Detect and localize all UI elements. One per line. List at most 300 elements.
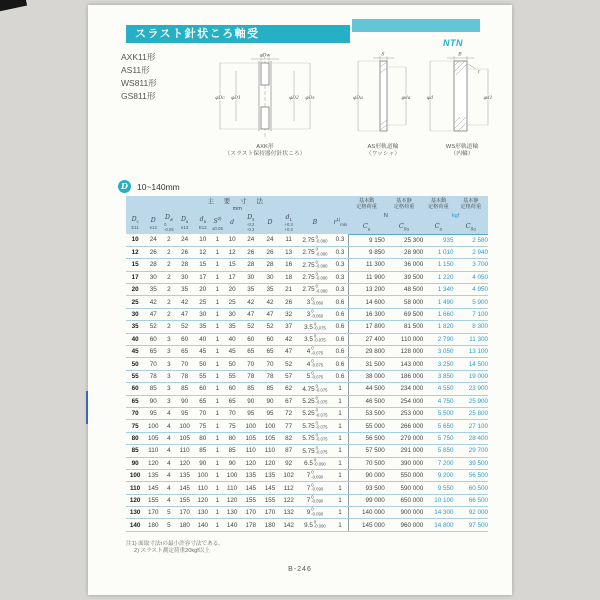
dim-column-header: [241, 212, 260, 234]
tolerance-upper: 0: [315, 407, 318, 413]
figure-caption-line2: （ワッシャ）: [365, 151, 401, 157]
dim-label: φDa: [353, 96, 363, 101]
width-b-cell: [298, 457, 332, 469]
tolerance-fraction: [316, 248, 328, 257]
load-cell-c0a-kgf: 29 700: [454, 445, 488, 457]
dim-cell: 60: [126, 383, 144, 395]
tolerance-upper: 0: [164, 222, 167, 228]
load-cell-c0a-n: 254 000: [385, 395, 423, 407]
dim-cell: 95: [260, 407, 279, 419]
b-value: 3: [306, 298, 311, 306]
load-cell-ca-n: 14 600: [348, 296, 384, 308]
tolerance-fraction: [316, 273, 328, 282]
dim-cell: 35: [260, 284, 279, 296]
load-cell-ca-kgf: 5 650: [423, 420, 453, 432]
dim-cell: 26: [241, 246, 260, 258]
dim-cell: 50: [126, 358, 144, 370]
r-min-cell: 0.3: [332, 246, 348, 258]
load-cell-ca-kgf: 5 500: [423, 407, 453, 419]
b-value: 2.75: [302, 286, 315, 294]
load-group-header: [348, 196, 384, 212]
dim-cell: 70: [126, 407, 144, 419]
dim-cell: 4: [162, 432, 175, 444]
width-b-cell: [298, 420, 332, 432]
table-row: [126, 507, 488, 519]
load-cell-ca-kgf: 1 340: [423, 284, 453, 296]
load-header-line2: 定格荷重: [427, 204, 449, 210]
dim-symbol-sub: a: [203, 219, 206, 225]
dim-symbol-base: D: [247, 214, 253, 222]
dim-cell: 24: [176, 234, 194, 246]
load-cell-ca-kgf: 4 750: [423, 395, 453, 407]
dim-tolerance: E12: [198, 225, 207, 231]
unit-n: N: [348, 212, 423, 220]
r-min-cell: 0.6: [332, 333, 348, 345]
dim-cell: 26: [260, 246, 279, 258]
r-min-cell: 0.3: [332, 259, 348, 271]
load-group-header: [423, 196, 453, 212]
dim-cell: 37: [280, 321, 298, 333]
load-cell-c0a-n: 590 000: [385, 482, 423, 494]
dim-cell: 80: [126, 432, 144, 444]
dim-cell: 1: [212, 246, 223, 258]
load-cell-c0a-kgf: 3 700: [454, 259, 488, 271]
dim-cell: 65: [241, 346, 260, 358]
dim-cell: 155: [260, 494, 279, 506]
header-row-symbols: [126, 212, 488, 220]
dim-cell: 1: [212, 271, 223, 283]
dim-cell: 62: [280, 383, 298, 395]
scan-corner-mark: [0, 0, 27, 12]
dim-cell: 85: [176, 383, 194, 395]
load-symbol-sub: a: [367, 226, 371, 232]
load-cell-ca-kgf: 7 200: [423, 457, 453, 469]
dim-cell: 60: [194, 383, 212, 395]
model-label: GS811形: [121, 91, 156, 101]
tolerance-upper: 0: [311, 308, 314, 314]
load-cell-ca-n: 53 500: [348, 407, 384, 419]
dim-cell: 65: [176, 346, 194, 358]
load-cell-c0a-n: 291 000: [385, 445, 423, 457]
b-value: 7: [306, 484, 311, 492]
dim-symbol-base: d: [285, 214, 290, 222]
dim-cell: 24: [144, 234, 162, 246]
dim-cell: 1: [212, 234, 223, 246]
tolerance-fraction: [311, 496, 323, 505]
tolerance-fraction: [316, 285, 328, 294]
load-cell-ca-n: 55 000: [348, 420, 384, 432]
size-range: [118, 180, 180, 193]
dim-cell: 1: [212, 469, 223, 481]
dim-label: r: [477, 70, 481, 75]
r-min-cell: 1: [332, 420, 348, 432]
dim-cell: 5: [162, 519, 175, 531]
dim-cell: 40: [223, 333, 241, 345]
model-list: [121, 51, 157, 103]
tolerance-fraction: [316, 260, 328, 269]
load-cell-ca-n: 57 500: [348, 445, 384, 457]
figure-caption-line1: WS形軌道輪: [445, 144, 479, 150]
dim-symbol-sub: min: [340, 222, 347, 228]
dim-cell: 1: [212, 432, 223, 444]
tolerance-upper: 0: [315, 445, 318, 451]
dim-cell: 130: [223, 507, 241, 519]
dim-cell: 65: [126, 395, 144, 407]
dim-symbol-base: D: [164, 214, 170, 222]
dim-column-header: [280, 212, 298, 234]
tolerance-fraction: [316, 235, 328, 244]
r-min-cell: 1: [332, 482, 348, 494]
dim-tolerance: [162, 223, 175, 232]
r-min-cell: 1: [332, 432, 348, 444]
tolerance-upper: 0: [315, 283, 318, 289]
dim-symbol: [200, 216, 206, 223]
load-cell-c0a-kgf: 2 580: [454, 234, 488, 246]
tolerance-fraction: [311, 372, 323, 381]
dim-cell: 47: [280, 346, 298, 358]
table-row: [126, 333, 488, 345]
dim-cell: 45: [126, 346, 144, 358]
tolerance-lower: -0.060: [311, 313, 324, 319]
dim-cell: 12: [126, 246, 144, 258]
dim-cell: 21: [280, 284, 298, 296]
tolerance-upper: 0: [315, 234, 318, 240]
dim-cell: 110: [126, 482, 144, 494]
dim-cell: 1: [212, 395, 223, 407]
dim-symbol: [247, 214, 254, 221]
dim-cell: 130: [194, 507, 212, 519]
dim-tolerance: ±0.05: [211, 225, 223, 231]
width-b-cell: [298, 482, 332, 494]
dim-cell: 4: [162, 420, 175, 432]
dim-cell: 25: [223, 296, 241, 308]
load-symbol-base: C: [398, 222, 404, 231]
dim-symbol-sub: 1: [289, 217, 292, 223]
dim-cell: 132: [280, 507, 298, 519]
dim-cell: 85: [126, 445, 144, 457]
dim-symbol: [194, 216, 212, 224]
dim-cell: 1: [212, 333, 223, 345]
tolerance-upper: 0: [311, 358, 314, 364]
dim-cell: 105: [144, 432, 162, 444]
load-cell-ca-kgf: 3 250: [423, 358, 453, 370]
dim-cell: 135: [144, 469, 162, 481]
load-cell-ca-n: 70 500: [348, 457, 384, 469]
load-cell-c0a-n: 69 500: [385, 308, 423, 320]
dim-symbol: [176, 216, 194, 224]
table-row: [126, 395, 488, 407]
load-symbol-sub: 0a: [470, 226, 476, 232]
dim-cell: 2: [162, 296, 175, 308]
dim-cell: 57: [280, 370, 298, 382]
b-value: 3: [306, 311, 311, 319]
load-cell-c0a-n: 550 000: [385, 469, 423, 481]
dim-cell: 65: [223, 395, 241, 407]
load-header-line1: 基本動: [430, 198, 447, 204]
dim-cell: 100: [194, 469, 212, 481]
dim-cell: 35: [194, 321, 212, 333]
load-cell-c0a-kgf: 66 500: [454, 494, 488, 506]
load-cell-c0a-kgf: 97 500: [454, 519, 488, 531]
dim-cell: 75: [126, 420, 144, 432]
load-cell-c0a-kgf: 39 500: [454, 457, 488, 469]
load-cell-ca-n: 9 150: [348, 234, 384, 246]
r-min-cell: 0.6: [332, 321, 348, 333]
model-label: AXK11形: [121, 52, 156, 62]
dim-cell: 4: [162, 445, 175, 457]
dim-cell: 17: [194, 271, 212, 283]
table-row: [126, 407, 488, 419]
tolerance-fraction: [164, 223, 174, 232]
dim-cell: 78: [176, 370, 194, 382]
dim-cell: 17: [126, 271, 144, 283]
dim-cell: 100: [176, 420, 194, 432]
figure-caption-line2: （内輪）: [450, 151, 474, 157]
load-cell-c0a-n: 25 300: [385, 234, 423, 246]
dim-cell: 122: [280, 494, 298, 506]
load-cell-c0a-kgf: 60 500: [454, 482, 488, 494]
dim-cell: 110: [223, 482, 241, 494]
dim-cell: 26: [144, 246, 162, 258]
page-number: B-246: [288, 566, 312, 573]
dims-title: 主 要 寸 法: [207, 198, 267, 205]
dim-cell: 90: [176, 395, 194, 407]
load-cell-ca-n: 11 900: [348, 271, 384, 283]
tolerance-upper: 0: [313, 519, 317, 525]
r-min-cell: 1: [332, 395, 348, 407]
load-header-line2: 定格荷重: [356, 204, 377, 210]
tolerance-lower: -0.090: [313, 523, 326, 529]
dim-cell: 42: [260, 296, 279, 308]
load-cell-ca-n: 46 500: [348, 395, 384, 407]
b-value: 2.75: [302, 249, 315, 257]
dim-cell: 2: [162, 234, 175, 246]
dim-symbol-base: B: [312, 219, 318, 226]
tolerance-lower: -0.060: [311, 300, 324, 306]
width-b-cell: [298, 383, 332, 395]
dim-cell: 47: [176, 308, 194, 320]
footnote-line: 2) スラスト測定荷重20kgf以上: [134, 548, 210, 554]
dim-cell: 4: [162, 494, 175, 506]
b-value: 5: [306, 373, 311, 381]
tolerance-lower: -0.090: [311, 486, 324, 492]
r-min-cell: 0.6: [332, 358, 348, 370]
load-cell-ca-n: 93 500: [348, 482, 384, 494]
dim-cell: 90: [241, 395, 260, 407]
dim-cell: 1: [212, 383, 223, 395]
load-symbol-sub: 0a: [403, 226, 410, 232]
load-cell-c0a-n: 266 000: [385, 420, 423, 432]
dim-label: φDs: [305, 96, 315, 101]
dim-cell: 45: [194, 346, 212, 358]
dim-cell: 1: [212, 284, 223, 296]
tolerance-fraction: [314, 520, 326, 529]
width-b-cell: [298, 519, 332, 531]
dim-cell: 26: [176, 246, 194, 258]
dim-cell: 67: [280, 395, 298, 407]
b-value: 4.75: [302, 385, 315, 393]
dim-tolerance: e13: [180, 225, 189, 231]
dim-cell: 28: [241, 259, 260, 271]
figure-caption-line1: AS形軌道輪: [367, 144, 399, 150]
b-value: 3.5: [304, 335, 313, 343]
table-row: [126, 370, 488, 382]
dim-cell: 120: [194, 494, 212, 506]
dim-column-header: [223, 212, 241, 234]
dim-cell: 2: [162, 259, 175, 271]
tolerance-upper: +0.3: [284, 222, 293, 228]
dim-cell: 70: [194, 407, 212, 419]
dim-cell: 180: [176, 519, 194, 531]
spec-table-wrap: [126, 196, 488, 532]
dim-cell: 28: [144, 259, 162, 271]
tolerance-lower: -0.090: [313, 461, 326, 467]
dim-cell: 4: [162, 469, 175, 481]
dim-cell: 145: [260, 482, 279, 494]
dim-cell: 60: [260, 333, 279, 345]
tolerance-upper: 0: [311, 296, 314, 302]
r-min-cell: 1: [332, 383, 348, 395]
dim-cell: 26: [280, 296, 298, 308]
load-cell-ca-kgf: 3 050: [423, 346, 453, 358]
load-cell-c0a-kgf: 25 900: [454, 395, 488, 407]
dim-cell: 13: [280, 246, 298, 258]
dim-label: S: [381, 52, 385, 58]
dim-cell: 170: [241, 507, 260, 519]
dim-cell: 17: [223, 271, 241, 283]
dim-symbol: [223, 219, 241, 226]
dim-cell: 120: [260, 457, 279, 469]
tolerance-upper: 0: [315, 271, 318, 277]
catalog-page: [88, 5, 512, 595]
dim-cell: 35: [144, 284, 162, 296]
table-row: [126, 358, 488, 370]
load-cell-c0a-n: 39 500: [385, 271, 423, 283]
tolerance-upper: -0.2: [247, 222, 255, 228]
load-cell-c0a-kgf: 56 500: [454, 469, 488, 481]
dim-cell: 15: [194, 259, 212, 271]
dim-cell: 112: [280, 482, 298, 494]
dim-cell: 92: [280, 457, 298, 469]
tolerance-fraction: [311, 471, 323, 480]
dim-cell: 60: [176, 333, 194, 345]
load-symbol-sub: a: [439, 226, 443, 232]
dim-cell: 142: [280, 519, 298, 531]
dim-symbol: [213, 215, 222, 225]
table-row: [126, 308, 488, 320]
dim-cell: 52: [280, 358, 298, 370]
model-label: AS11形: [121, 65, 150, 75]
tolerance-fraction: [311, 359, 323, 368]
r-min-cell: 1: [332, 457, 348, 469]
dim-cell: 35: [126, 321, 144, 333]
r-min-cell: 0.3: [332, 271, 348, 283]
dim-column-header: [176, 212, 194, 234]
dim-label: φD1: [231, 96, 241, 101]
load-cell-c0a-kgf: 4 050: [454, 271, 488, 283]
load-cell-ca-kgf: 3 850: [423, 370, 453, 382]
dim-label: φD2: [289, 96, 299, 101]
b-value: 7: [306, 472, 311, 480]
dim-column-header: [126, 212, 144, 234]
load-cell-c0a-kgf: 8 300: [454, 321, 488, 333]
dim-cell: 87: [280, 445, 298, 457]
dim-cell: 32: [280, 308, 298, 320]
dim-column-header: [144, 212, 162, 234]
dim-cell: 80: [223, 432, 241, 444]
figure-caption-line2: （スラスト保持器付針状ころ）: [224, 151, 306, 157]
dim-cell: 90: [260, 395, 279, 407]
dim-symbol: [285, 214, 291, 221]
width-b-cell: [298, 507, 332, 519]
dim-cell: 1: [212, 420, 223, 432]
load-symbol: [399, 222, 409, 230]
dim-cell: 75: [223, 420, 241, 432]
dim-symbol: [212, 215, 223, 224]
tolerance-lower: -0.075: [315, 412, 328, 418]
load-cell-c0a-kgf: 92 000: [454, 507, 488, 519]
dim-cell: 77: [280, 420, 298, 432]
tolerance-fraction: [314, 322, 326, 331]
title-accent-bar: [352, 19, 480, 32]
dim-cell: 42: [280, 333, 298, 345]
width-b-cell: [298, 321, 332, 333]
tolerance-fraction: [311, 297, 323, 306]
dim-cell: 15: [223, 259, 241, 271]
dim-cell: 155: [241, 494, 260, 506]
dim-symbol-base: r: [333, 219, 337, 227]
dim-cell: 12: [194, 246, 212, 258]
dim-symbol: [162, 214, 175, 222]
dim-cell: 120: [223, 494, 241, 506]
b-value: 5.25: [302, 410, 315, 418]
width-b-cell: [298, 284, 332, 296]
dim-cell: 18: [280, 271, 298, 283]
load-cell-c0a-n: 143 000: [385, 358, 423, 370]
dims-unit: mm: [232, 206, 242, 212]
dim-cell: 4: [162, 482, 175, 494]
dim-cell: 90: [144, 395, 162, 407]
dim-symbol: [260, 219, 279, 226]
load-cell-c0a-kgf: 14 500: [454, 358, 488, 370]
tolerance-lower: -0.090: [311, 474, 324, 480]
dim-cell: 155: [176, 494, 194, 506]
dim-cell: 180: [260, 519, 279, 531]
tolerance-fraction: [311, 310, 323, 319]
tolerance-lower: -0.075: [315, 436, 328, 442]
tolerance-upper: 0: [311, 469, 314, 475]
dim-cell: 52: [144, 321, 162, 333]
dim-cell: 178: [241, 519, 260, 531]
r-min-cell: 0.3: [332, 284, 348, 296]
table-row: [126, 519, 488, 531]
dim-symbol: [144, 217, 162, 224]
dim-symbol-base: S: [213, 217, 218, 225]
table-row: [126, 259, 488, 271]
dim-cell: 1: [212, 370, 223, 382]
load-cell-c0a-kgf: 19 000: [454, 370, 488, 382]
dim-cell: 70: [144, 358, 162, 370]
dim-symbol-base: d: [199, 215, 204, 223]
dim-cell: 3: [162, 395, 175, 407]
dim-cell: 52: [260, 321, 279, 333]
tolerance-lower: -0.05: [164, 226, 174, 232]
load-cell-c0a-kgf: 7 100: [454, 308, 488, 320]
dim-label: φda: [401, 96, 411, 101]
dim-cell: 120: [241, 457, 260, 469]
dim-cell: 52: [176, 321, 194, 333]
load-cell-ca-n: 16 300: [348, 308, 384, 320]
